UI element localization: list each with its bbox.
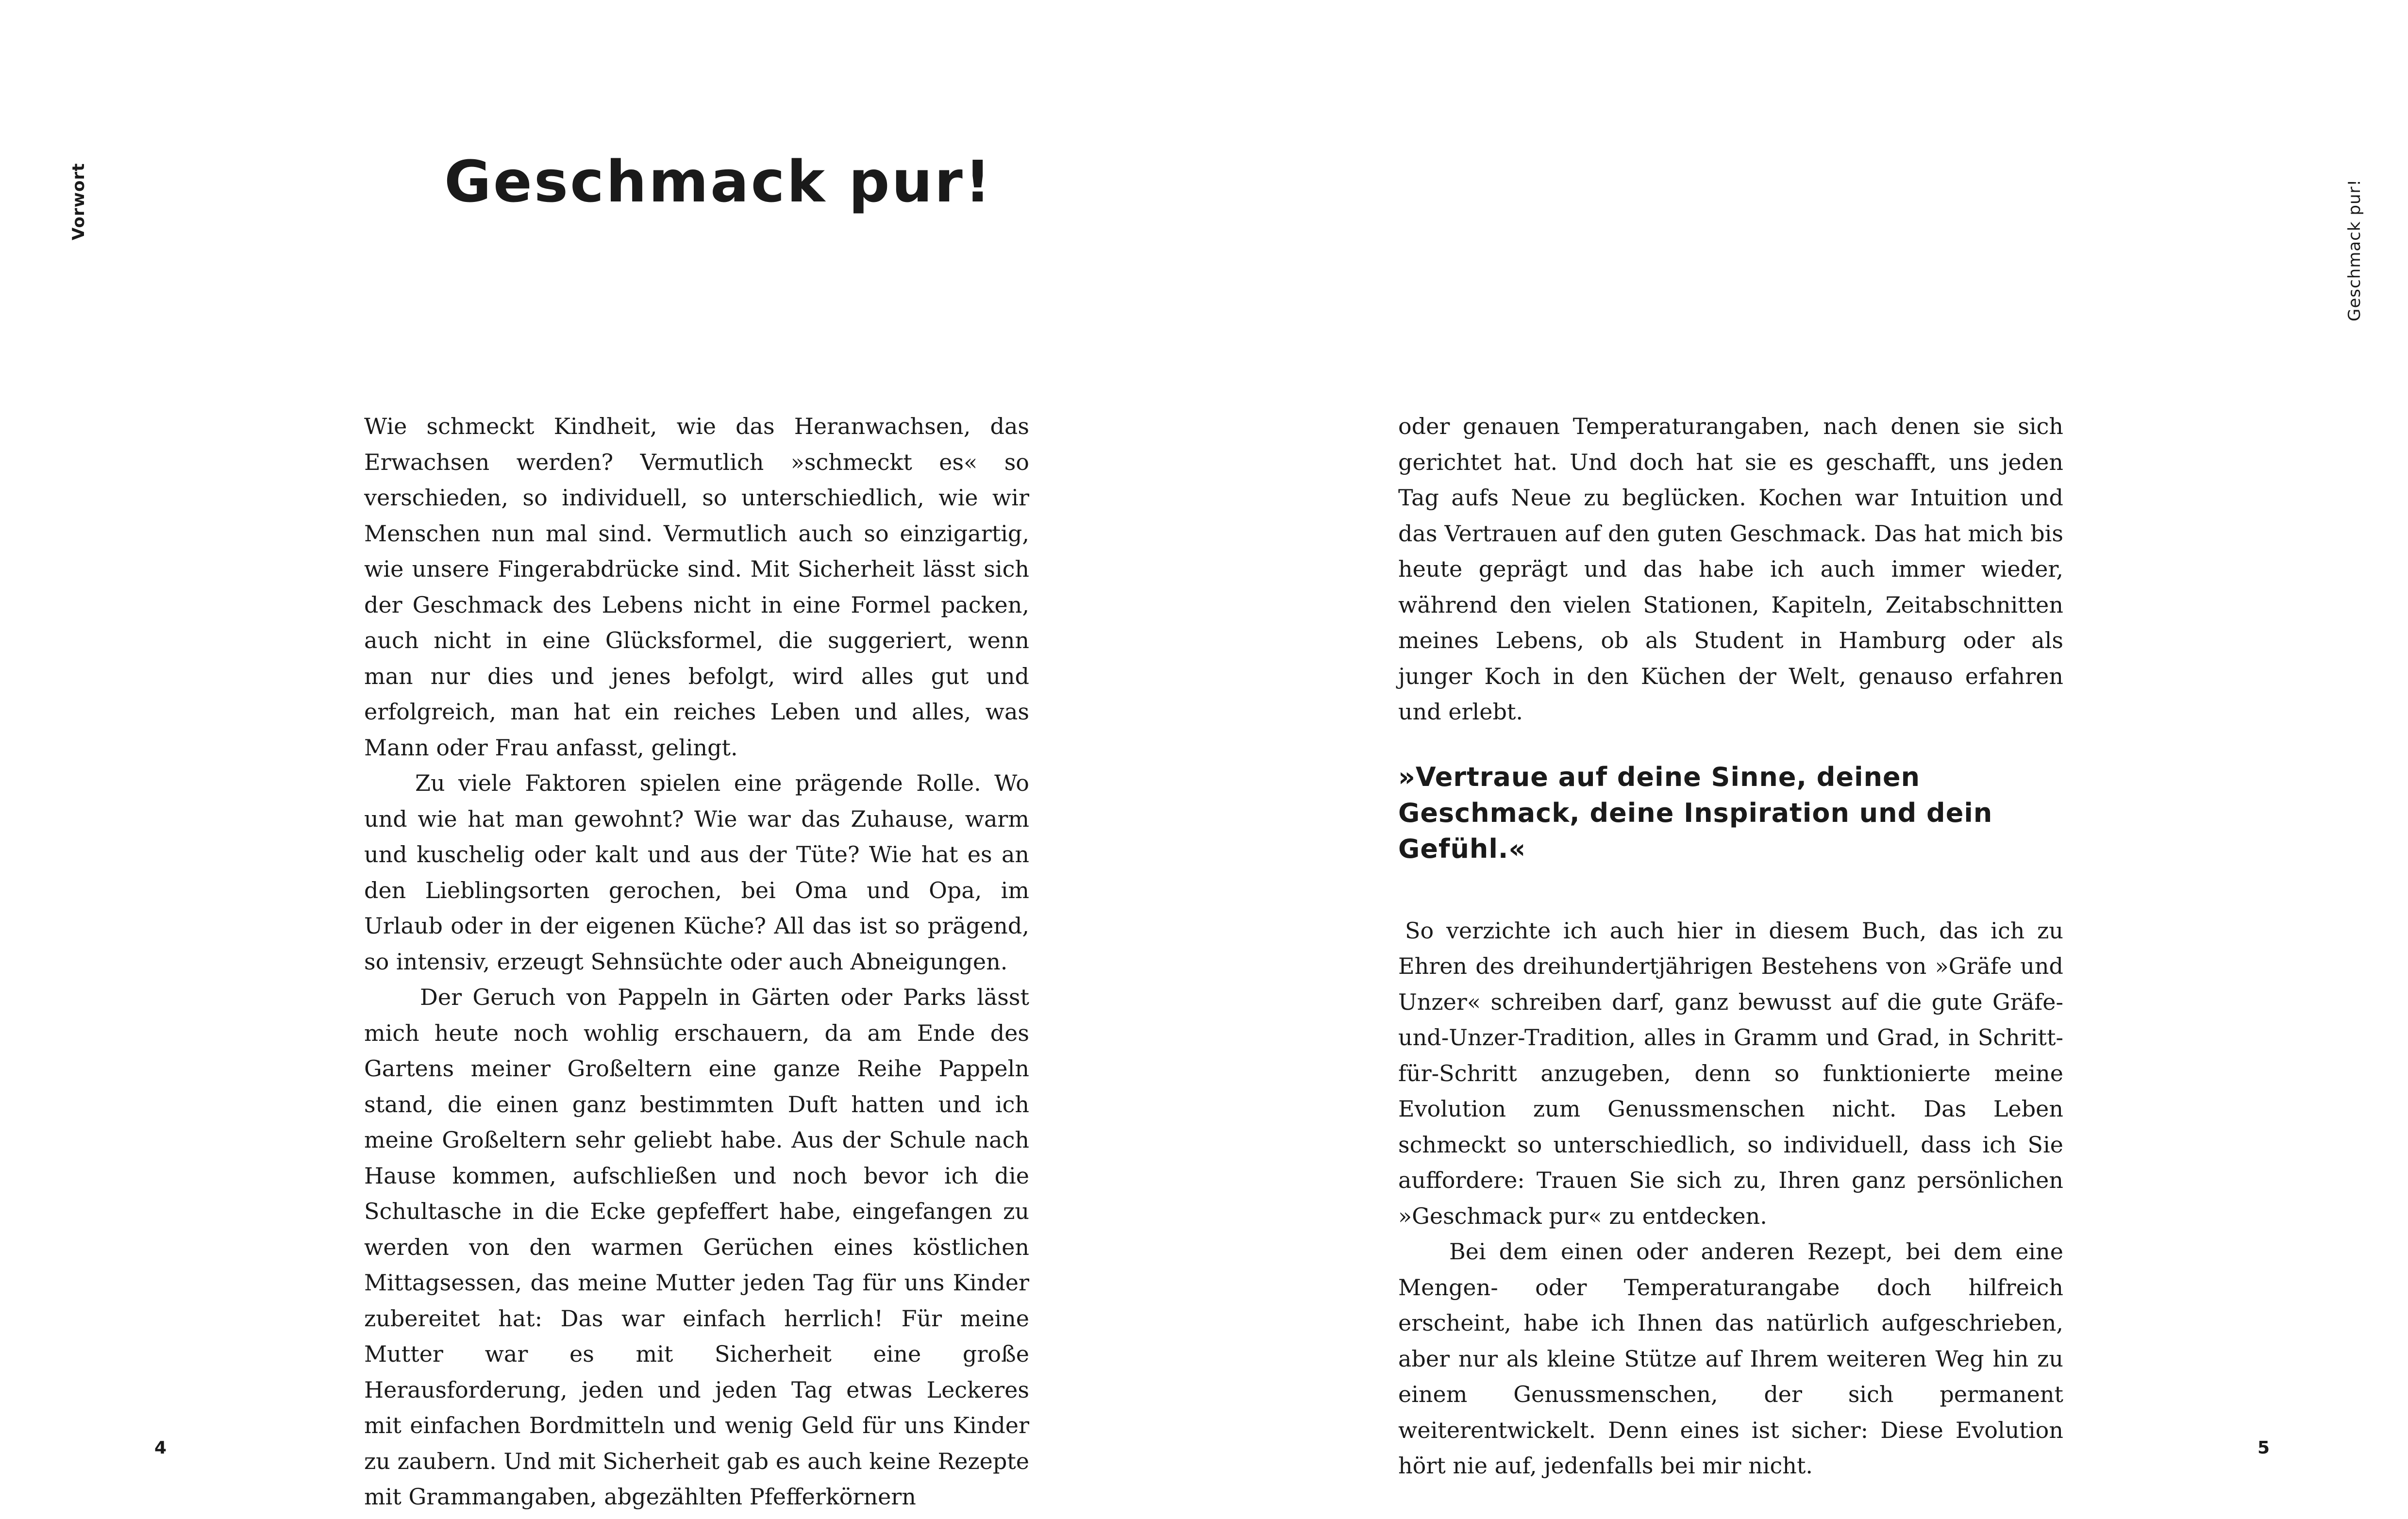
pull-quote: »Vertraue auf deine Sinne, deinen Geschmack, deine Inspiration und dein Gefühl.«	[1398, 761, 1993, 864]
paragraph: Der Geruch von Pappeln in Gärten oder Parks lässt mich heute noch wohlig erschauern, da am Ende des Gartens meiner Großeltern eine ganze Reihe Pappeln stand, die einen ganz bestimmten Duft hatten und ich meine Großeltern sehr geliebt habe. Aus der Schule nach Hause kommen, aufschließen und noch bevor ich die Schultasche in die Ecke gepfeffert habe, eingefangen zu werden von den warmen Gerüchen eines köstlichen Mittagsessen, das meine Mutter jeden Tag für uns Kinder zubereitet hat: Das war einfach herrlich! Für meine Mutter war es mit Sicherheit eine große Herausforderung, jeden und jeden Tag etwas Leckeres mit einfachen Bordmitteln und wenig Geld für uns Kinder zu zaubern. Und mit Sicherheit gab es auch keine Rezepte mit Grammangaben, abgezählten Pfefferkörnern	[364, 984, 1029, 1510]
paragraph: So verzichte ich auch hier in diesem Buch, das ich zu Ehren des dreihundertjährigen Bestehens von »Gräfe und Unzer« schreiben darf, ganz bewusst auf die gute Gräfe-und-Unzer-Tradition, alles in Gramm und Grad, in Schritt-für-Schritt anzugeben, denn so funktionierte meine Evolution zum Genussmenschen nicht. Das Leben schmeckt so unterschiedlich, so individuell, dass ich Sie auffordere: Trauen Sie sich zu, Ihren ganz persönlichen »Geschmack pur« zu entdecken.	[1398, 917, 2063, 1229]
running-header: Geschmack pur!	[2345, 179, 2364, 321]
left-text-column	[364, 409, 1029, 1515]
page-title: Geschmack pur!	[444, 148, 993, 215]
right-text-column	[1398, 409, 2063, 1484]
paragraph: oder genauen Temperaturangaben, nach denen sie sich gerichtet hat. Und doch hat sie es geschafft, uns jeden Tag aufs Neue zu beglücken. Kochen war Intuition und das Vertrauen auf den guten Geschmack. Das hat mich bis heute geprägt und das habe ich auch immer wieder, während den vielen Stationen, Kapiteln, Zeitabschnitten meines Lebens, ob als Student in Hamburg oder als junger Koch in den Küchen der Welt, genauso erfahren und erlebt.	[1398, 413, 2063, 725]
paragraph: Wie schmeckt Kindheit, wie das Heranwachsen, das Erwachsen werden? Vermutlich »schmeckt es« so verschieden, so individuell, so unterschiedlich, wie wir Menschen nun mal sind. Vermutlich auch so einzigartig, wie unsere Fingerabdrücke sind. Mit Sicherheit lässt sich der Geschmack des Lebens nicht in eine Formel packen, auch nicht in eine Glücksformel, die suggeriert, wenn man nur dies und jenes befolgt, wird alles gut und erfolgreich, man hat ein reiches Leben und alles, was Mann oder Frau anfasst, gelingt.	[364, 413, 1029, 761]
section-label: Vorwort	[69, 163, 88, 240]
paragraph: Zu viele Faktoren spielen eine prägende Rolle. Wo und wie hat man gewohnt? Wie war das Zuhause, warm und kuschelig oder kalt und aus der Tüte? Wie hat es an den Lieblingsorten gerochen, bei Oma und Opa, im Urlaub oder in der eigenen Küche? All das ist so prägend, so intensiv, erzeugt Sehnsüchte oder auch Abneigungen.	[364, 770, 1029, 975]
paragraph: Bei dem einen oder anderen Rezept, bei dem eine Mengen- oder Temperaturangabe doch hilfreich erscheint, habe ich Ihnen das natürlich aufgeschrieben, aber nur als kleine Stütze auf Ihrem weiteren Weg hin zu einem Genussmenschen, der sich permanent weiterentwickelt. Denn eines ist sicher: Diese Evolution hört nie auf, jedenfalls bei mir nicht.	[1398, 1238, 2063, 1479]
page-number: 5	[2258, 1438, 2270, 1458]
page-number: 4	[154, 1438, 167, 1458]
